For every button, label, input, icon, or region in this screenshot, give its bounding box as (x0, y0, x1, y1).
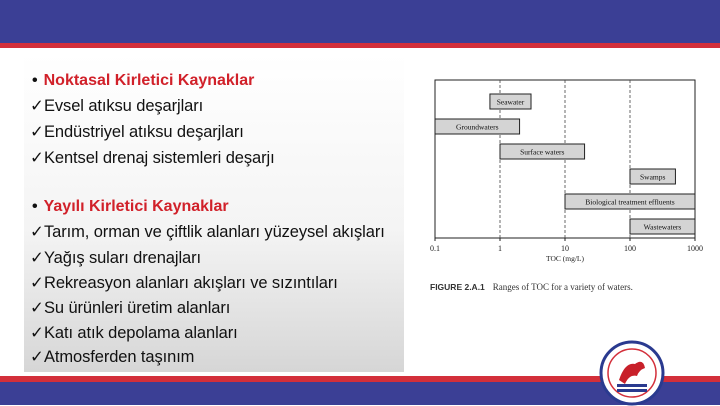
x-axis-label: TOC (mg/L) (546, 254, 584, 263)
figure-caption-text: Ranges of TOC for a variety of waters. (492, 282, 633, 292)
header-band (0, 0, 720, 43)
list-item: ✓Katı atık depolama alanları (30, 324, 238, 342)
check-icon: ✓ (30, 97, 44, 115)
bullet: • (32, 198, 38, 215)
university-seal-icon (599, 340, 665, 406)
list-item: ✓Su ürünleri üretim alanları (30, 299, 231, 317)
x-tick-label: 0.1 (430, 244, 440, 253)
toc-range-chart (425, 76, 715, 306)
text-panel (24, 54, 404, 372)
check-icon: ✓ (30, 299, 44, 317)
check-icon: ✓ (30, 123, 44, 141)
list-item: ✓Evsel atıksu deşarjları (30, 97, 204, 115)
diffuse-sources-heading (32, 198, 229, 216)
list-item: ✓Atmosferden taşınım (30, 348, 195, 366)
check-icon: ✓ (30, 249, 44, 267)
x-tick-label: 1 (498, 244, 502, 253)
point-sources-title: Noktasal Kirletici Kaynaklar (43, 72, 255, 89)
range-label: Groundwaters (456, 122, 499, 132)
figure-caption (430, 282, 633, 292)
list-item: ✓Rekreasyon alanları akışları ve sızıntıları (30, 274, 338, 292)
range-label: Surface waters (520, 147, 565, 157)
figure-label: FIGURE 2.A.1 (430, 282, 485, 292)
point-sources-heading (32, 72, 254, 90)
list-item: ✓Kentsel drenaj sistemleri deşarjı (30, 149, 275, 167)
list-item: ✓Endüstriyel atıksu deşarjları (30, 123, 244, 141)
range-label: Wastewaters (643, 222, 682, 232)
list-item: ✓Yağış suları drenajları (30, 249, 201, 267)
check-icon: ✓ (30, 348, 44, 366)
check-icon: ✓ (30, 223, 44, 241)
x-tick-label: 10 (561, 244, 569, 253)
check-icon: ✓ (30, 324, 44, 342)
x-tick-label: 100 (624, 244, 636, 253)
bullet: • (32, 72, 38, 89)
range-label: Biological treatment effluents (585, 197, 675, 207)
check-icon: ✓ (30, 274, 44, 292)
range-label: Seawater (496, 97, 525, 107)
list-item: ✓Tarım, orman ve çiftlik alanları yüzeysel akışları (30, 223, 385, 241)
x-tick-label: 1000 (687, 244, 703, 253)
check-icon: ✓ (30, 149, 44, 167)
header-stripe (0, 43, 720, 48)
diffuse-sources-title: Yayılı Kirletici Kaynaklar (43, 198, 229, 215)
range-label: Swamps (640, 172, 666, 182)
